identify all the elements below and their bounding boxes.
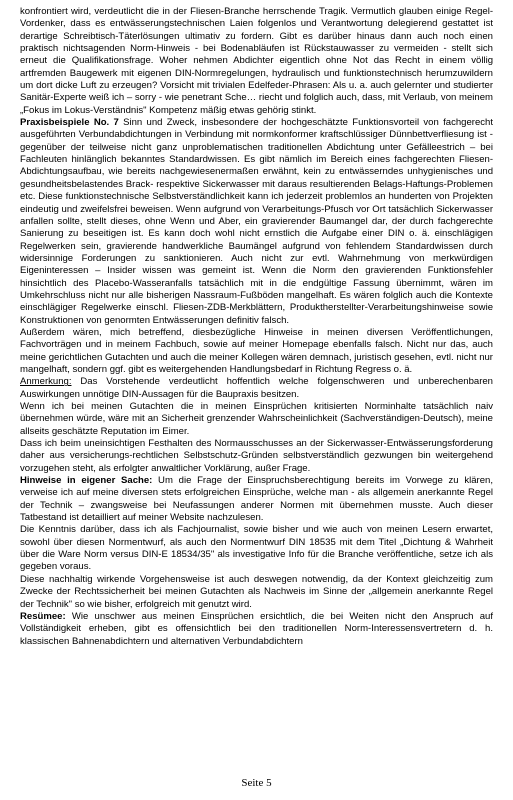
paragraph-kenntnis: Die Kenntnis darüber, dass ich als Fachjournalist, sowie bisher und wie auch von meinen Lesern erwartet, sowohl über diesen Normentwurf, als auch den Normentwurf DIN 18535 mit dem Titel „Dichtung & Wahrheit über die Ware Norm versus DIN-E 18534/35" als investigative Info für die Branche veröffentliche, setze ich als gegeben voraus. [20,524,493,573]
paragraph-intro: konfrontiert wird, verdeutlicht die in der Fliesen-Branche herrschende Tragik. Vermutlich glauben einige Regel-Vordenker, dass es entwässerungstechnischen Laien folgenlos und Verantwortung delegierend gestattet ist derartige Schreibtisch-Täterlösungen ultimativ zu fordern. Gibt es darüber hinaus dann auch noch einen praktisch nichtsagenden Norm-Hinweis - bei Bodenabläufen ist Rückstauwasser zu vermeiden - stellt sich erneut die Qualifikationsfrage. Woher nehmen Abdichter eigentlich ohne Not das Recht in einem völlig artfremden Baugewerk mit eigenen DIN-Normregelungen, hydraulisch und funktionstechnisch herumzuwildern um dort dicke Luft zu erzeugen? Vorsicht mit trivialen Edelfeder-Phrasen: Als u. a. auch gelernter und studierter Sanitär-Experte weiß ich – sorry - wie penetrant Sche… riecht und folglich auch, dass, mit Verlaub, von meinem „Fokus im Lokus-Verständnis" Kompetenz mäßig etwas gehörig stinkt. [20,6,493,116]
document-body [20,6,493,648]
note-heading: Anmerkung: [20,376,72,388]
section-heading: Resümee: [20,610,66,622]
paragraph-anmerkung: Anmerkung: Das Vorstehende verdeutlicht hoffentlich welche folgenschweren und unberechenbaren Auswirkungen unnötige DIN-Aussagen für die Baupraxis besitzen. [20,376,493,400]
section-heading: Praxisbeispiele No. 7 [20,117,119,129]
paragraph-ausserdem: Außerdem wären, mich betreffend, diesbezügliche Hinweise in meinen diversen Veröffentlichungen, Fachvorträgen und in meinem Fachbuch, sowie auf meiner Homepage ebenfalls falsch. Nicht nur das, auch meine gerichtlichen Gutachten und auch die meiner Kollegen wären demnach, juristisch gesehen, evtl. nicht nur mangelhaft, sondern ggf. gibt es weitergehenden Handlungsbedarf in Richtung Regress o. ä. [20,326,493,375]
page-number: Seite 5 [241,777,272,789]
section-heading: Hinweise in eigener Sache: [20,475,153,487]
paragraph-praxisbeispiele: Praxisbeispiele No. 7 Sinn und Zweck, insbesondere der hochgeschätzte Funktionsvorteil von fachgerecht ausgeführten Verbundabdichtungen in Verbindung mit normkonformer kraftschlüssiger Dünnbettverfliesung ist - gegenüber der teilweise nicht ganz unproblematischen traditionellen Abdichtung unter Gefälleestrich – bei Fachleuten hinlänglich bekanntes Standardwissen. Es gibt nämlich im Bereich eines fachgerechten Fliesen-Abdichtungsaufbau, wie bereits nachgewiesenermaßen erwähnt, kein zu entwässerndes unhygienisches und gesundheitsbelastendes Brack- respektive Sickerwasser mit daraus resultierenden Belags-Haftungs-Problemen etc. Diese funktionstechnische Selbstverständlichkeit kann ich jederzeit problemlos an hunderten von Projekten eindeutig und zweifelsfrei beweisen. Wenn aufgrund von Verarbeitungs-Pfusch vor Ort tatsächlich Sickerwasser anfallen sollte, stellt dieses, ohne Wenn und Aber, ein gravierender Baumangel dar, der durch fachgerechte Sanierung zu beseitigen ist. Es kann doch wohl nicht ernstlich die Aufgabe einer DIN o. ä. einschlägigen Regelwerken sein, gravierende handwerkliche Baumängel aufgrund von fehlendem Standardwissen durch widersinnige Forderungen zu sanktionieren. Auch nicht zur evtl. Wahrnehmung von merkwürdigen Eigeninteressen – Insider wissen was gemeint ist. Wenn die Norm den gravierenden Funktionsfehler hinsichtlich des Placebo-Wasseranfalls tatsächlich mit in die endgültige Fassung übernimmt, wären im Umkehrschluss nicht nur alle bisherigen Nassraum-Fußböden mangelhaft. Es wären folglich auch die Kontexte einschlägiger Regelwerke einschl. Fliesen-ZDB-Merkblättern, Produktherstellter-Verarbeitungshinweise sowie Konstruktionen von genormten Entwässerungen definitiv falsch. [20,117,493,326]
paragraph-resuemee: Resümee: Wie unschwer aus meinen Einsprüchen ersichtlich, die bei Weiten nicht den Anspruch auf Vollständigkeit erheben, gibt es offensichtlich bei den traditionellen Norm-Interessensvertretern d. h. klassischen Bahnenabdichtern und alternativen Verbundabdichtern [20,610,493,647]
paragraph-normausschuss: Dass ich beim uneinsichtigen Festhalten des Normausschusses an der Sickerwasser-Entwässerungsforderung daher aus versicherungs-rechtlichen Selbstschutz-Gründen selbstverständlich gezwungen bin weitergehend vorzugehen steht, als erfolgter anwaltlicher Vorklärung, außer Frage. [20,438,493,474]
paragraph-hinweise: Hinweise in eigener Sache: Um die Frage der Einspruchsberechtigung bereits im Vorwege zu klären, verweise ich auf meine diversen stets erfolgreichen Einsprüche, welche man - als allgemein anerkannte Regel der Technik – zwangsweise bei Neufassungen anderer Normen mit übernehmen musste. Auch dieser Tatbestand ist detailliert auf meiner Website nachzulesen. [20,475,493,524]
paragraph-vorgehensweise: Diese nachhaltig wirkende Vorgehensweise ist auch deswegen notwendig, da der Kontext gleichzeitig zum Zwecke der Rechtssicherheit bei meinen Gutachten als Nachweis im Sinne der „allgemein anerkannte Regel der Technik" so wie bisher, erfolgreich mit genutzt wird. [20,573,493,610]
paragraph-gutachten: Wenn ich bei meinen Gutachten die in meinen Einsprüchen kritisierten Norminhalte tatsächlich naiv übernehmen würde, wäre mit an Sicherheit grenzender Wahrscheinlichkeit (Sachverständigen-Deutsch), meine allseits geschätzte Reputation im Eimer. [20,401,493,437]
